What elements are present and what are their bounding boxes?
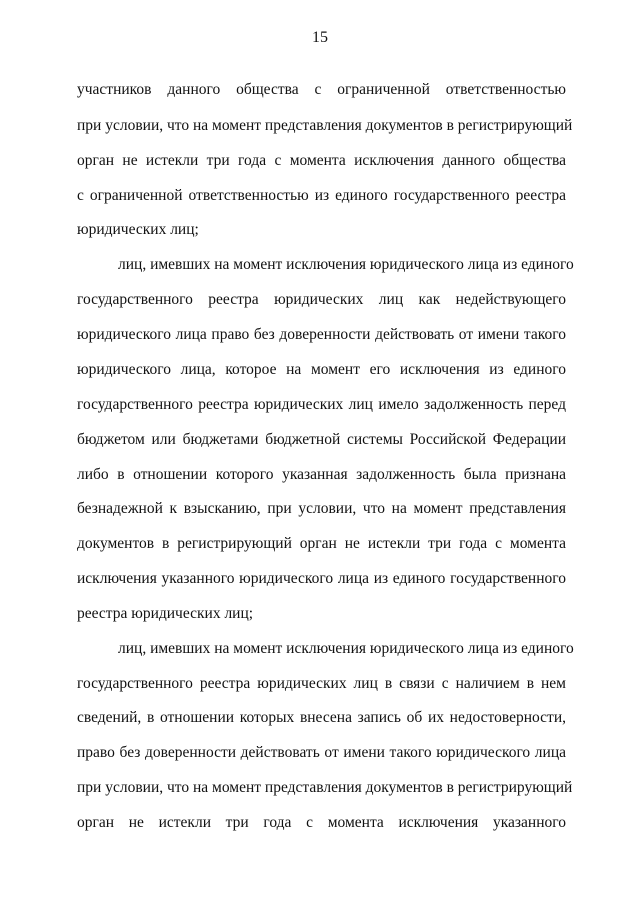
text-line: бюджетом или бюджетами бюджетной системы Российской Федерации	[77, 431, 566, 448]
page-number: 15	[312, 29, 328, 46]
text-line: с ограниченной ответственностью из единого государственного реестра	[77, 187, 566, 204]
text-line: при условии, что на момент представления документов в регистрирующий	[77, 779, 573, 796]
text-line: юридического лица, которое на момент его исключения из единого	[77, 361, 566, 378]
text-line: документов в регистрирующий орган не истекли три года с момента	[77, 535, 566, 552]
text-line: государственного реестра юридических лиц в связи с наличием в нем	[77, 675, 566, 692]
text-line: право без доверенности действовать от имени такого юридического лица	[77, 744, 566, 761]
text-line: юридического лица право без доверенности действовать от имени такого	[77, 326, 566, 343]
text-line: орган не истекли три года с момента исключения указанного	[77, 814, 566, 831]
text-line: реестра юридических лиц;	[77, 605, 254, 622]
text-line: при условии, что на момент представления документов в регистрирующий	[77, 117, 573, 134]
text-line: государственного реестра юридических лиц имело задолженность перед	[77, 396, 566, 413]
text-line: безнадежной к взысканию, при условии, что на момент представления	[77, 500, 566, 517]
text-line: исключения указанного юридического лица из единого государственного	[77, 570, 566, 587]
text-line: лиц, имевших на момент исключения юридического лица из единого	[118, 640, 574, 657]
text-line: сведений, в отношении которых внесена запись об их недостоверности,	[77, 709, 566, 726]
text-line: лиц, имевших на момент исключения юридического лица из единого	[118, 256, 574, 273]
text-line: юридических лиц;	[77, 221, 199, 238]
text-line: участников данного общества с ограниченной ответственностью	[77, 81, 566, 98]
text-line: государственного реестра юридических лиц как недействующего	[77, 291, 566, 308]
text-line: орган не истекли три года с момента исключения данного общества	[77, 152, 566, 169]
text-line: либо в отношении которого указанная задолженность была признана	[77, 466, 566, 483]
